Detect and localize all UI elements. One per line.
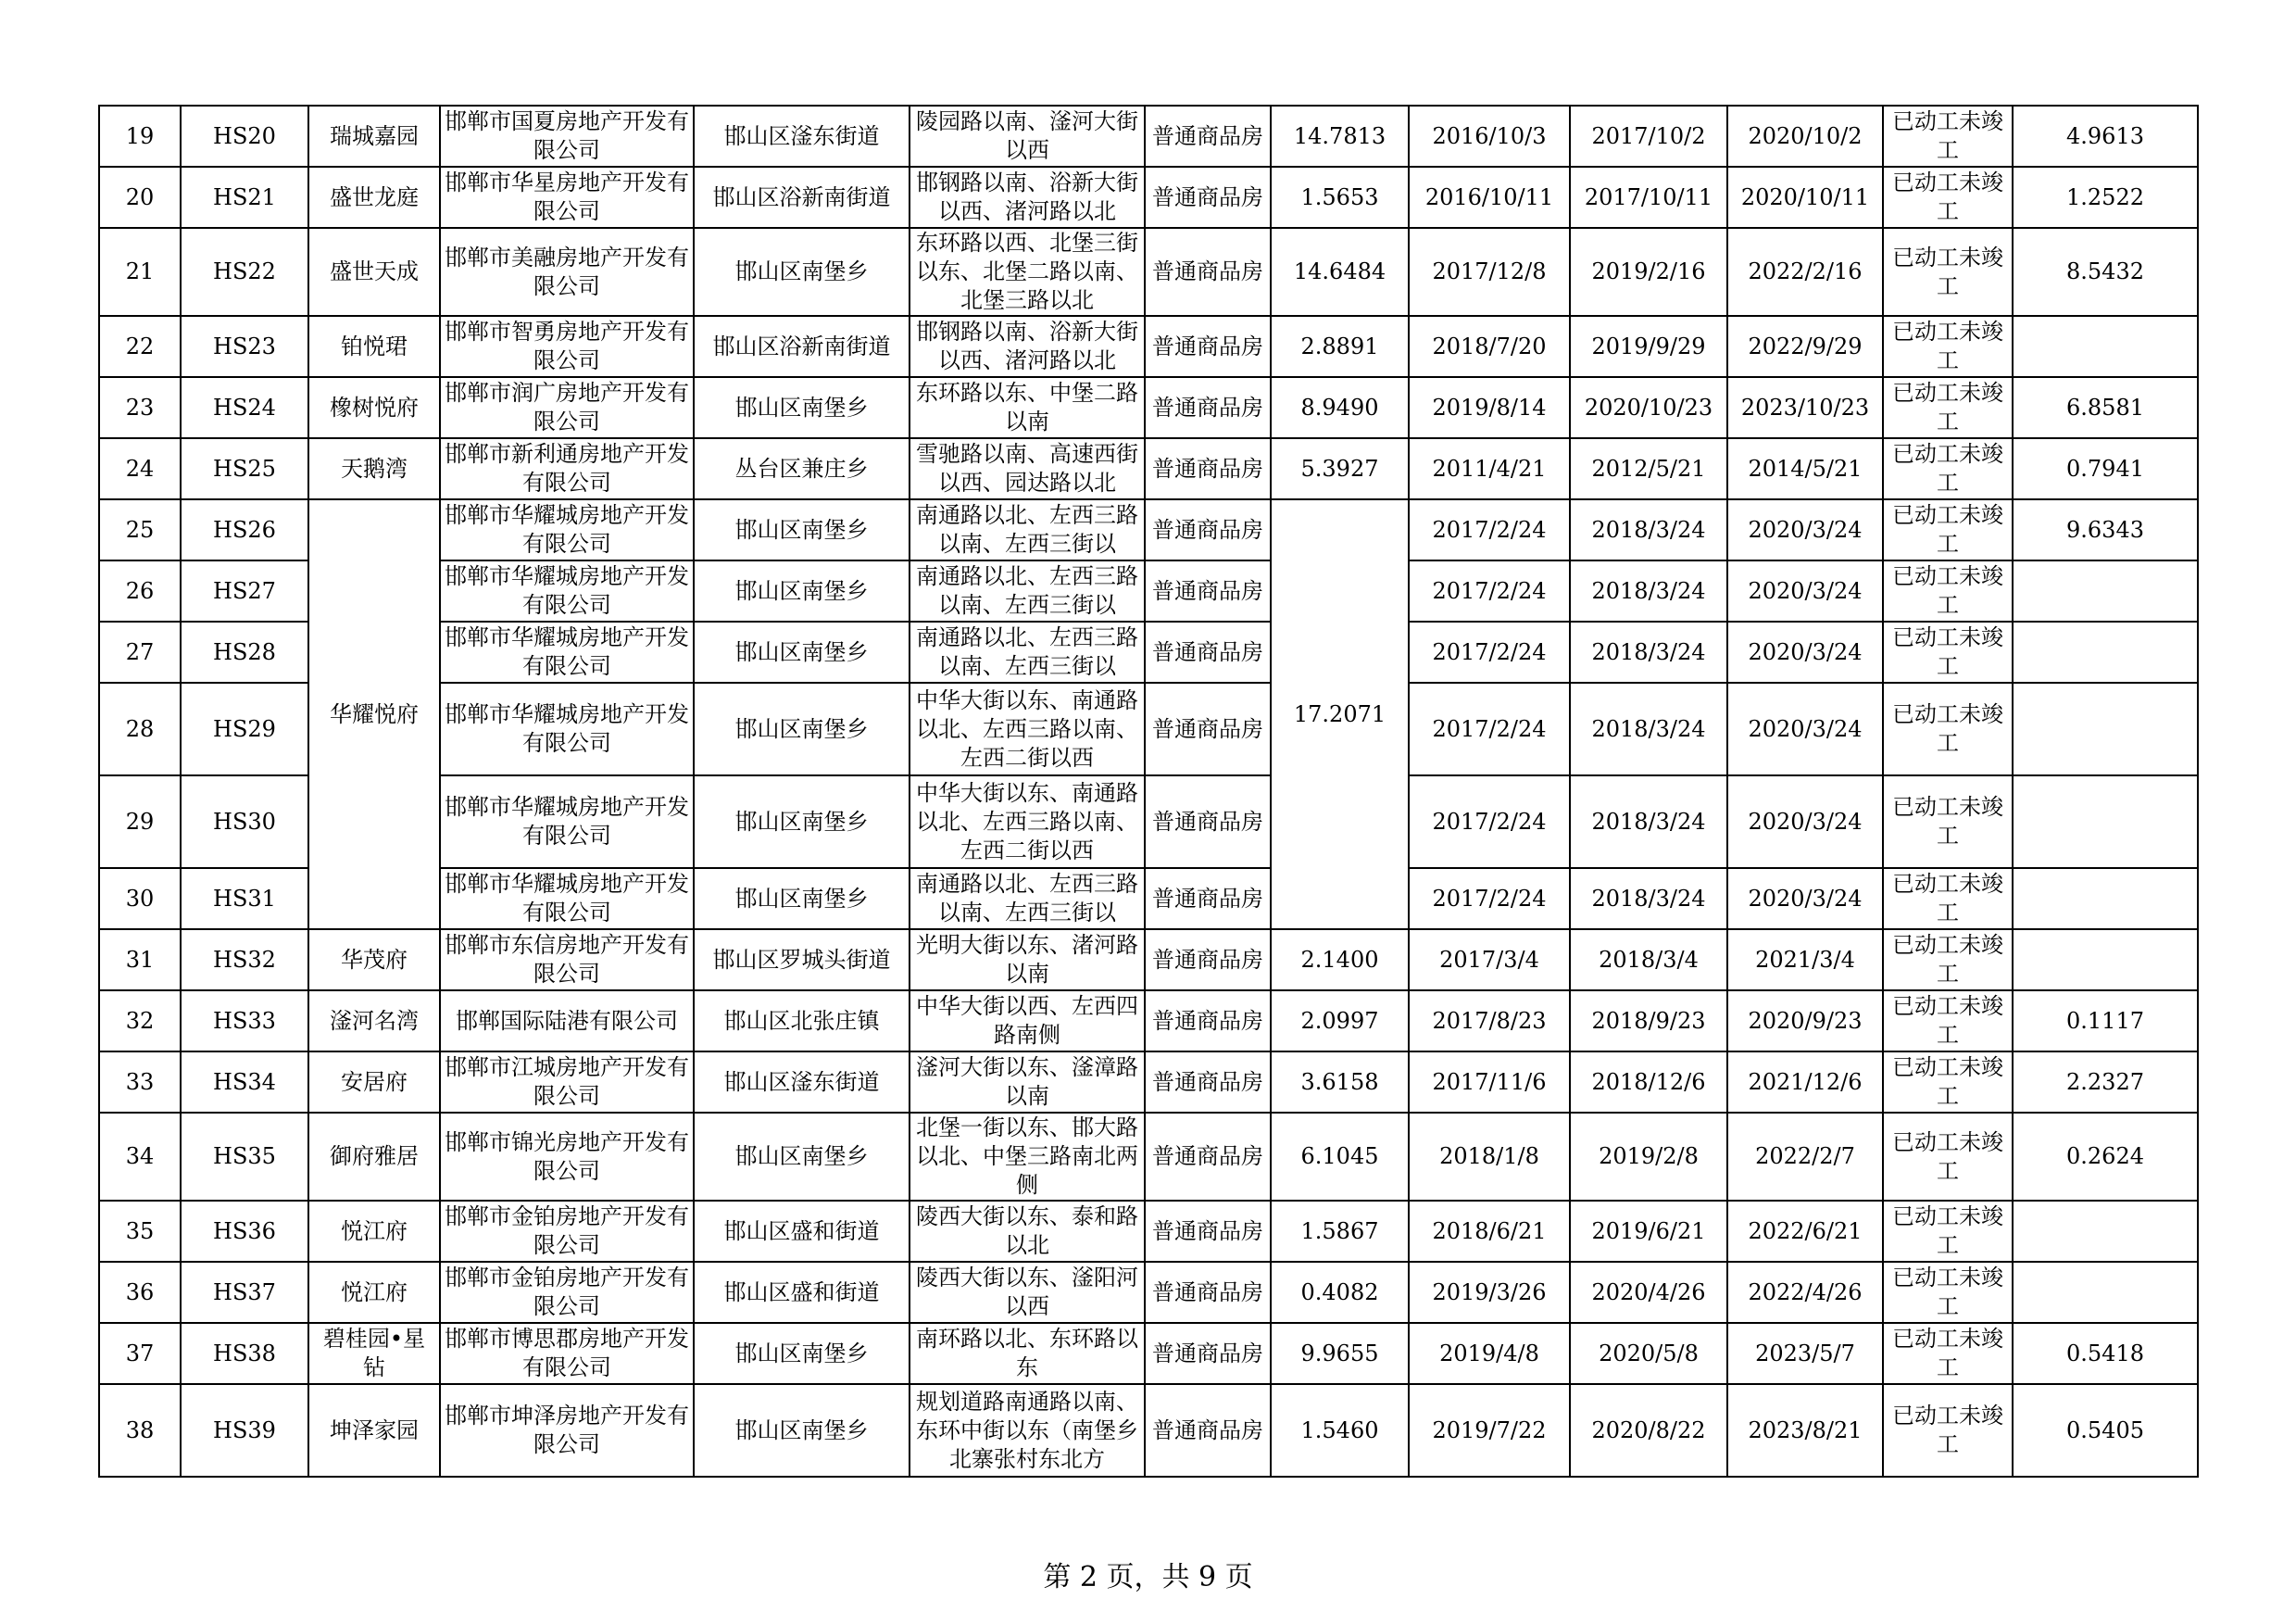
area-value: 5.3927 bbox=[1271, 438, 1409, 499]
project-name-merged: 华耀悦府 bbox=[308, 499, 440, 929]
area-value: 2.8891 bbox=[1271, 316, 1409, 377]
table-row bbox=[99, 929, 2198, 990]
table-row bbox=[99, 1201, 2198, 1262]
table-row bbox=[99, 316, 2198, 377]
status: 已动工未竣工 bbox=[1883, 316, 2013, 377]
project-name: 御府雅居 bbox=[308, 1113, 440, 1201]
contract-date: 2017/2/24 bbox=[1409, 622, 1570, 683]
start-date: 2020/10/23 bbox=[1570, 377, 1727, 438]
land-use-type: 普通商品房 bbox=[1145, 1201, 1271, 1262]
area-value: 1.5460 bbox=[1271, 1384, 1409, 1477]
developer-name: 邯郸市东信房地产开发有限公司 bbox=[440, 929, 694, 990]
parcel-code: HS24 bbox=[181, 377, 308, 438]
table-row bbox=[99, 1051, 2198, 1113]
status: 已动工未竣工 bbox=[1883, 622, 2013, 683]
table-row bbox=[99, 1323, 2198, 1384]
status: 已动工未竣工 bbox=[1883, 499, 2013, 560]
table-row bbox=[99, 377, 2198, 438]
remaining-value: 9.6343 bbox=[2013, 499, 2198, 560]
completion-date: 2021/3/4 bbox=[1727, 929, 1883, 990]
land-use-type: 普通商品房 bbox=[1145, 990, 1271, 1051]
district: 邯山区南堡乡 bbox=[694, 683, 910, 775]
contract-date: 2017/2/24 bbox=[1409, 775, 1570, 868]
row-number: 25 bbox=[99, 499, 181, 560]
project-name: 盛世龙庭 bbox=[308, 167, 440, 228]
start-date: 2019/2/8 bbox=[1570, 1113, 1727, 1201]
contract-date: 2019/8/14 bbox=[1409, 377, 1570, 438]
table-row bbox=[99, 1384, 2198, 1477]
parcel-code: HS26 bbox=[181, 499, 308, 560]
completion-date: 2022/9/29 bbox=[1727, 316, 1883, 377]
district: 邯山区南堡乡 bbox=[694, 1384, 910, 1477]
location: 南通路以北、左西三路以南、左西三街以 bbox=[910, 499, 1145, 560]
status: 已动工未竣工 bbox=[1883, 868, 2013, 929]
remaining-value bbox=[2013, 1262, 2198, 1323]
status: 已动工未竣工 bbox=[1883, 1262, 2013, 1323]
developer-name: 邯郸市华耀城房地产开发有限公司 bbox=[440, 683, 694, 775]
developer-name: 邯郸市华耀城房地产开发有限公司 bbox=[440, 560, 694, 622]
parcel-code: HS28 bbox=[181, 622, 308, 683]
start-date: 2018/3/24 bbox=[1570, 868, 1727, 929]
district: 邯山区罗城头街道 bbox=[694, 929, 910, 990]
area-value: 9.9655 bbox=[1271, 1323, 1409, 1384]
contract-date: 2016/10/11 bbox=[1409, 167, 1570, 228]
start-date: 2019/6/21 bbox=[1570, 1201, 1727, 1262]
parcel-code: HS27 bbox=[181, 560, 308, 622]
completion-date: 2020/3/24 bbox=[1727, 622, 1883, 683]
land-use-type: 普通商品房 bbox=[1145, 683, 1271, 775]
parcel-code: HS21 bbox=[181, 167, 308, 228]
parcel-code: HS22 bbox=[181, 228, 308, 316]
table-row bbox=[99, 438, 2198, 499]
location: 中华大街以东、南通路以北、左西三路以南、左西二街以西 bbox=[910, 775, 1145, 868]
start-date: 2020/5/8 bbox=[1570, 1323, 1727, 1384]
land-use-type: 普通商品房 bbox=[1145, 438, 1271, 499]
parcel-code: HS38 bbox=[181, 1323, 308, 1384]
area-value: 14.7813 bbox=[1271, 106, 1409, 167]
status: 已动工未竣工 bbox=[1883, 228, 2013, 316]
contract-date: 2019/3/26 bbox=[1409, 1262, 1570, 1323]
completion-date: 2022/6/21 bbox=[1727, 1201, 1883, 1262]
location: 北堡一街以东、邯大路以北、中堡三路南北两侧 bbox=[910, 1113, 1145, 1201]
location: 南通路以北、左西三路以南、左西三街以 bbox=[910, 560, 1145, 622]
status: 已动工未竣工 bbox=[1883, 106, 2013, 167]
location: 南环路以北、东环路以东 bbox=[910, 1323, 1145, 1384]
area-value: 6.1045 bbox=[1271, 1113, 1409, 1201]
area-value: 2.1400 bbox=[1271, 929, 1409, 990]
remaining-value bbox=[2013, 775, 2198, 868]
district: 邯山区滏东街道 bbox=[694, 1051, 910, 1113]
row-number: 29 bbox=[99, 775, 181, 868]
start-date: 2018/12/6 bbox=[1570, 1051, 1727, 1113]
developer-name: 邯郸市华耀城房地产开发有限公司 bbox=[440, 622, 694, 683]
developer-name: 邯郸市锦光房地产开发有限公司 bbox=[440, 1113, 694, 1201]
status: 已动工未竣工 bbox=[1883, 1051, 2013, 1113]
remaining-value: 1.2522 bbox=[2013, 167, 2198, 228]
start-date: 2018/3/24 bbox=[1570, 499, 1727, 560]
row-number: 23 bbox=[99, 377, 181, 438]
page-footer: 第 2 页，共 9 页 bbox=[1043, 1561, 1253, 1593]
contract-date: 2017/8/23 bbox=[1409, 990, 1570, 1051]
parcel-code: HS25 bbox=[181, 438, 308, 499]
remaining-value: 0.5418 bbox=[2013, 1323, 2198, 1384]
remaining-value: 2.2327 bbox=[2013, 1051, 2198, 1113]
project-name: 滏河名湾 bbox=[308, 990, 440, 1051]
status: 已动工未竣工 bbox=[1883, 560, 2013, 622]
completion-date: 2020/3/24 bbox=[1727, 560, 1883, 622]
developer-name: 邯郸市新利通房地产开发有限公司 bbox=[440, 438, 694, 499]
project-name: 铂悦珺 bbox=[308, 316, 440, 377]
location: 陵西大街以东、滏阳河以西 bbox=[910, 1262, 1145, 1323]
row-number: 35 bbox=[99, 1201, 181, 1262]
start-date: 2020/4/26 bbox=[1570, 1262, 1727, 1323]
location: 陵西大街以东、泰和路以北 bbox=[910, 1201, 1145, 1262]
parcel-code: HS33 bbox=[181, 990, 308, 1051]
row-number: 28 bbox=[99, 683, 181, 775]
completion-date: 2014/5/21 bbox=[1727, 438, 1883, 499]
district: 丛台区兼庄乡 bbox=[694, 438, 910, 499]
completion-date: 2023/10/23 bbox=[1727, 377, 1883, 438]
developer-name: 邯郸市华耀城房地产开发有限公司 bbox=[440, 499, 694, 560]
parcel-code: HS29 bbox=[181, 683, 308, 775]
developer-name: 邯郸市美融房地产开发有限公司 bbox=[440, 228, 694, 316]
contract-date: 2018/1/8 bbox=[1409, 1113, 1570, 1201]
table-row bbox=[99, 990, 2198, 1051]
start-date: 2018/3/24 bbox=[1570, 622, 1727, 683]
row-number: 22 bbox=[99, 316, 181, 377]
area-value-merged: 17.2071 bbox=[1271, 499, 1409, 929]
project-name: 瑞城嘉园 bbox=[308, 106, 440, 167]
status: 已动工未竣工 bbox=[1883, 1384, 2013, 1477]
completion-date: 2020/9/23 bbox=[1727, 990, 1883, 1051]
district: 邯山区南堡乡 bbox=[694, 377, 910, 438]
land-use-type: 普通商品房 bbox=[1145, 1384, 1271, 1477]
completion-date: 2020/3/24 bbox=[1727, 683, 1883, 775]
row-number: 33 bbox=[99, 1051, 181, 1113]
land-use-type: 普通商品房 bbox=[1145, 1051, 1271, 1113]
table-row bbox=[99, 1262, 2198, 1323]
start-date: 2020/8/22 bbox=[1570, 1384, 1727, 1477]
row-number: 38 bbox=[99, 1384, 181, 1477]
start-date: 2018/3/4 bbox=[1570, 929, 1727, 990]
land-use-type: 普通商品房 bbox=[1145, 775, 1271, 868]
area-value: 1.5653 bbox=[1271, 167, 1409, 228]
parcel-code: HS30 bbox=[181, 775, 308, 868]
row-number: 30 bbox=[99, 868, 181, 929]
remaining-value: 8.5432 bbox=[2013, 228, 2198, 316]
row-number: 21 bbox=[99, 228, 181, 316]
location: 南通路以北、左西三路以南、左西三街以 bbox=[910, 868, 1145, 929]
location: 邯钢路以南、浴新大街以西、渚河路以北 bbox=[910, 316, 1145, 377]
developer-name: 邯郸市博思郡房地产开发有限公司 bbox=[440, 1323, 694, 1384]
district: 邯山区南堡乡 bbox=[694, 228, 910, 316]
row-number: 31 bbox=[99, 929, 181, 990]
contract-date: 2017/3/4 bbox=[1409, 929, 1570, 990]
row-number: 37 bbox=[99, 1323, 181, 1384]
developer-name: 邯郸市智勇房地产开发有限公司 bbox=[440, 316, 694, 377]
start-date: 2018/3/24 bbox=[1570, 775, 1727, 868]
project-name: 华茂府 bbox=[308, 929, 440, 990]
table-row bbox=[99, 228, 2198, 316]
location: 东环路以东、中堡二路以南 bbox=[910, 377, 1145, 438]
row-number: 20 bbox=[99, 167, 181, 228]
completion-date: 2021/12/6 bbox=[1727, 1051, 1883, 1113]
start-date: 2018/3/24 bbox=[1570, 560, 1727, 622]
district: 邯山区南堡乡 bbox=[694, 868, 910, 929]
location: 中华大街以西、左西四路南侧 bbox=[910, 990, 1145, 1051]
status: 已动工未竣工 bbox=[1883, 775, 2013, 868]
completion-date: 2022/2/7 bbox=[1727, 1113, 1883, 1201]
contract-date: 2016/10/3 bbox=[1409, 106, 1570, 167]
developer-name: 邯郸市华耀城房地产开发有限公司 bbox=[440, 775, 694, 868]
contract-date: 2017/2/24 bbox=[1409, 560, 1570, 622]
contract-date: 2017/2/24 bbox=[1409, 868, 1570, 929]
project-name: 悦江府 bbox=[308, 1262, 440, 1323]
location: 南通路以北、左西三路以南、左西三街以 bbox=[910, 622, 1145, 683]
remaining-value bbox=[2013, 929, 2198, 990]
row-number: 36 bbox=[99, 1262, 181, 1323]
completion-date: 2020/3/24 bbox=[1727, 499, 1883, 560]
location: 陵园路以南、滏河大街以西 bbox=[910, 106, 1145, 167]
completion-date: 2020/3/24 bbox=[1727, 775, 1883, 868]
status: 已动工未竣工 bbox=[1883, 1323, 2013, 1384]
row-number: 26 bbox=[99, 560, 181, 622]
contract-date: 2017/2/24 bbox=[1409, 683, 1570, 775]
row-number: 32 bbox=[99, 990, 181, 1051]
land-use-type: 普通商品房 bbox=[1145, 377, 1271, 438]
start-date: 2019/2/16 bbox=[1570, 228, 1727, 316]
row-number: 34 bbox=[99, 1113, 181, 1201]
land-use-type: 普通商品房 bbox=[1145, 1323, 1271, 1384]
status: 已动工未竣工 bbox=[1883, 438, 2013, 499]
land-use-type: 普通商品房 bbox=[1145, 1113, 1271, 1201]
remaining-value bbox=[2013, 622, 2198, 683]
parcel-code: HS35 bbox=[181, 1113, 308, 1201]
table-row bbox=[99, 499, 2198, 560]
remaining-value bbox=[2013, 1201, 2198, 1262]
district: 邯山区南堡乡 bbox=[694, 560, 910, 622]
remaining-value: 0.5405 bbox=[2013, 1384, 2198, 1477]
location: 规划道路南通路以南、东环中街以东（南堡乡北寨张村东北方 bbox=[910, 1384, 1145, 1477]
land-use-type: 普通商品房 bbox=[1145, 499, 1271, 560]
location: 滏河大街以东、滏漳路以南 bbox=[910, 1051, 1145, 1113]
contract-date: 2019/4/8 bbox=[1409, 1323, 1570, 1384]
location: 东环路以西、北堡三街以东、北堡二路以南、北堡三路以北 bbox=[910, 228, 1145, 316]
land-supply-table bbox=[98, 105, 2199, 1478]
developer-name: 邯郸市坤泽房地产开发有限公司 bbox=[440, 1384, 694, 1477]
table-row bbox=[99, 106, 2198, 167]
contract-date: 2019/7/22 bbox=[1409, 1384, 1570, 1477]
remaining-value: 6.8581 bbox=[2013, 377, 2198, 438]
district: 邯山区滏东街道 bbox=[694, 106, 910, 167]
district: 邯山区浴新南街道 bbox=[694, 316, 910, 377]
row-number: 19 bbox=[99, 106, 181, 167]
contract-date: 2017/12/8 bbox=[1409, 228, 1570, 316]
area-value: 0.4082 bbox=[1271, 1262, 1409, 1323]
land-use-type: 普通商品房 bbox=[1145, 622, 1271, 683]
land-use-type: 普通商品房 bbox=[1145, 560, 1271, 622]
parcel-code: HS36 bbox=[181, 1201, 308, 1262]
start-date: 2019/9/29 bbox=[1570, 316, 1727, 377]
status: 已动工未竣工 bbox=[1883, 929, 2013, 990]
parcel-code: HS37 bbox=[181, 1262, 308, 1323]
parcel-code: HS32 bbox=[181, 929, 308, 990]
remaining-value: 0.7941 bbox=[2013, 438, 2198, 499]
land-use-type: 普通商品房 bbox=[1145, 1262, 1271, 1323]
project-name: 天鹅湾 bbox=[308, 438, 440, 499]
parcel-code: HS23 bbox=[181, 316, 308, 377]
status: 已动工未竣工 bbox=[1883, 1113, 2013, 1201]
start-date: 2018/9/23 bbox=[1570, 990, 1727, 1051]
land-use-type: 普通商品房 bbox=[1145, 316, 1271, 377]
land-use-type: 普通商品房 bbox=[1145, 228, 1271, 316]
completion-date: 2023/5/7 bbox=[1727, 1323, 1883, 1384]
land-use-type: 普通商品房 bbox=[1145, 868, 1271, 929]
remaining-value bbox=[2013, 316, 2198, 377]
location: 光明大街以东、渚河路以南 bbox=[910, 929, 1145, 990]
status: 已动工未竣工 bbox=[1883, 377, 2013, 438]
row-number: 24 bbox=[99, 438, 181, 499]
contract-date: 2011/4/21 bbox=[1409, 438, 1570, 499]
developer-name: 邯郸市江城房地产开发有限公司 bbox=[440, 1051, 694, 1113]
status: 已动工未竣工 bbox=[1883, 683, 2013, 775]
parcel-code: HS39 bbox=[181, 1384, 308, 1477]
start-date: 2017/10/2 bbox=[1570, 106, 1727, 167]
completion-date: 2022/4/26 bbox=[1727, 1262, 1883, 1323]
contract-date: 2018/7/20 bbox=[1409, 316, 1570, 377]
location: 中华大街以东、南通路以北、左西三路以南、左西二街以西 bbox=[910, 683, 1145, 775]
developer-name: 邯郸市华星房地产开发有限公司 bbox=[440, 167, 694, 228]
status: 已动工未竣工 bbox=[1883, 1201, 2013, 1262]
district: 邯山区南堡乡 bbox=[694, 775, 910, 868]
start-date: 2017/10/11 bbox=[1570, 167, 1727, 228]
area-value: 14.6484 bbox=[1271, 228, 1409, 316]
table-row bbox=[99, 167, 2198, 228]
land-use-type: 普通商品房 bbox=[1145, 929, 1271, 990]
district: 邯山区南堡乡 bbox=[694, 1113, 910, 1201]
remaining-value: 0.1117 bbox=[2013, 990, 2198, 1051]
completion-date: 2022/2/16 bbox=[1727, 228, 1883, 316]
status: 已动工未竣工 bbox=[1883, 167, 2013, 228]
parcel-code: HS20 bbox=[181, 106, 308, 167]
contract-date: 2018/6/21 bbox=[1409, 1201, 1570, 1262]
district: 邯山区南堡乡 bbox=[694, 1323, 910, 1384]
parcel-code: HS34 bbox=[181, 1051, 308, 1113]
parcel-code: HS31 bbox=[181, 868, 308, 929]
completion-date: 2020/10/11 bbox=[1727, 167, 1883, 228]
completion-date: 2023/8/21 bbox=[1727, 1384, 1883, 1477]
developer-name: 邯郸市金铂房地产开发有限公司 bbox=[440, 1262, 694, 1323]
developer-name: 邯郸市华耀城房地产开发有限公司 bbox=[440, 868, 694, 929]
project-name: 坤泽家园 bbox=[308, 1384, 440, 1477]
developer-name: 邯郸市金铂房地产开发有限公司 bbox=[440, 1201, 694, 1262]
remaining-value: 4.9613 bbox=[2013, 106, 2198, 167]
district: 邯山区南堡乡 bbox=[694, 499, 910, 560]
remaining-value bbox=[2013, 683, 2198, 775]
area-value: 1.5867 bbox=[1271, 1201, 1409, 1262]
land-use-type: 普通商品房 bbox=[1145, 106, 1271, 167]
completion-date: 2020/3/24 bbox=[1727, 868, 1883, 929]
area-value: 3.6158 bbox=[1271, 1051, 1409, 1113]
district: 邯山区盛和街道 bbox=[694, 1262, 910, 1323]
district: 邯山区北张庄镇 bbox=[694, 990, 910, 1051]
project-name: 橡树悦府 bbox=[308, 377, 440, 438]
developer-name: 邯郸国际陆港有限公司 bbox=[440, 990, 694, 1051]
developer-name: 邯郸市润广房地产开发有限公司 bbox=[440, 377, 694, 438]
table-row bbox=[99, 1113, 2198, 1201]
remaining-value bbox=[2013, 560, 2198, 622]
developer-name: 邯郸市国夏房地产开发有限公司 bbox=[440, 106, 694, 167]
status: 已动工未竣工 bbox=[1883, 990, 2013, 1051]
project-name: 碧桂园•星钻 bbox=[308, 1323, 440, 1384]
project-name: 安居府 bbox=[308, 1051, 440, 1113]
area-value: 2.0997 bbox=[1271, 990, 1409, 1051]
remaining-value bbox=[2013, 868, 2198, 929]
land-use-type: 普通商品房 bbox=[1145, 167, 1271, 228]
start-date: 2012/5/21 bbox=[1570, 438, 1727, 499]
location: 邯钢路以南、浴新大街以西、渚河路以北 bbox=[910, 167, 1145, 228]
completion-date: 2020/10/2 bbox=[1727, 106, 1883, 167]
district: 邯山区南堡乡 bbox=[694, 622, 910, 683]
contract-date: 2017/11/6 bbox=[1409, 1051, 1570, 1113]
remaining-value: 0.2624 bbox=[2013, 1113, 2198, 1201]
project-name: 盛世天成 bbox=[308, 228, 440, 316]
start-date: 2018/3/24 bbox=[1570, 683, 1727, 775]
district: 邯山区盛和街道 bbox=[694, 1201, 910, 1262]
row-number: 27 bbox=[99, 622, 181, 683]
district: 邯山区浴新南街道 bbox=[694, 167, 910, 228]
area-value: 8.9490 bbox=[1271, 377, 1409, 438]
land-table-sheet bbox=[98, 105, 2197, 1470]
project-name: 悦江府 bbox=[308, 1201, 440, 1262]
location: 雪驰路以南、高速西街以西、园达路以北 bbox=[910, 438, 1145, 499]
contract-date: 2017/2/24 bbox=[1409, 499, 1570, 560]
